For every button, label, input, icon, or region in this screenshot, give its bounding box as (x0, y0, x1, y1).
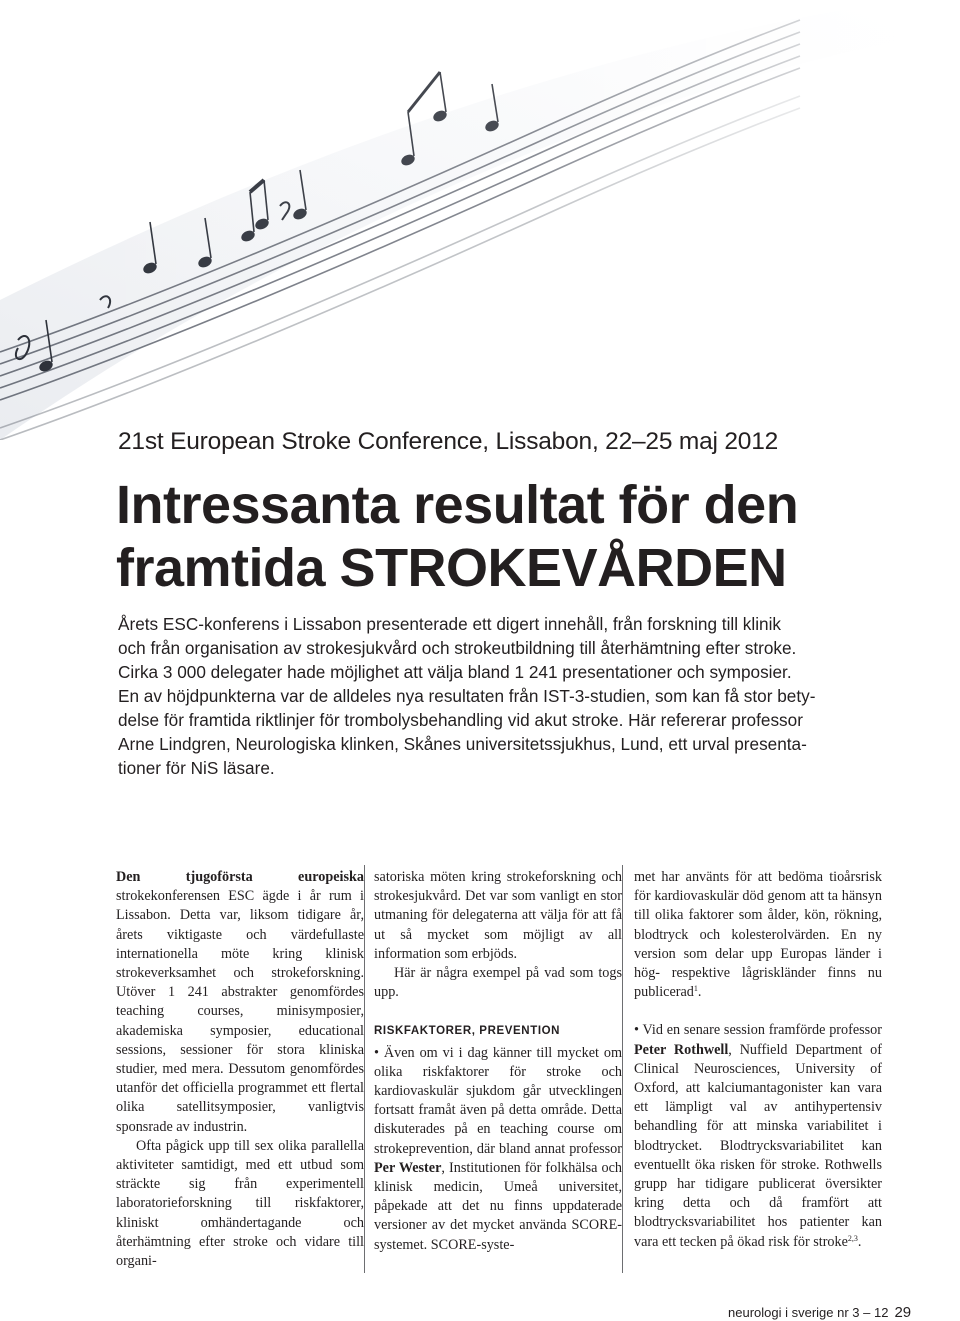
body-paragraph: satoriska möten kring strokeforskning och strokesjukvård. Det var som vanligt en stor utmaning för delegaterna att välja för att få ut så mycket som möjligt av all information som erbjöds. (374, 869, 622, 962)
lead-line: delse för framtida riktlinjer för trombolysbehandling vid akut stroke. Här refererar professor (118, 710, 803, 730)
body-text: , Institutionen för folkhälsa och klinisk medicin, Umeå universitet, påpekade att det nu finns uppdaterade versioner av det mycket använda SCORE-systemet. SCORE-syste- (374, 1159, 622, 1253)
column-divider (364, 865, 365, 1273)
body-column-2 (374, 868, 622, 1255)
body-text: , Nuffield Department of Clinical Neurosciences, University of Oxford, att kalciumantagonister kan vara ett lämpligt val av antihypertensiv behandling för att minska variabilitet i blodtrycket. Blodtrycksvariabilitet kan eventuellt öka risken för stroke. Rothwells grupp har tidigare publicerat översikter kring detta och då framfört att blodtrycksvariabilitet hos patienter kan vara ett tecken på ökad risk för stroke (634, 1041, 882, 1250)
reference-marker: 1 (693, 984, 698, 994)
body-paragraph (116, 868, 364, 1137)
reference-marker: 2,3 (847, 1233, 858, 1243)
lead-line: Årets ESC-konferens i Lissabon presenterade ett digert innehåll, från forskning till klinik (118, 614, 782, 634)
body-paragraph (634, 868, 882, 1002)
body-text: • Även om vi i dag känner till mycket om olika riskfaktorer för stroke och kardiovaskulär sjukdom går utvecklingen fortsatt framåt även på detta område. Detta diskuterades på en teaching course om strokeprevention, där bland annat professor (374, 1044, 622, 1157)
author-affiliation: , Neurologiska klinken, Skånes universitetssjukhus, Lund, ett urval presenta- (225, 734, 807, 754)
lead-line: tioner för NiS läsare. (118, 758, 275, 778)
body-text: met har använts för att bedöma tioårsrisk för kardiovaskulär död genom att ta hänsyn till olika faktorer som ålder, kön, rökning, blodtryck och kolesterolvärden. En ny version som delar upp Europas länder i hög- respektive lågriskländer finns nu publicerad (634, 869, 882, 1001)
kicker: 21st European Stroke Conference, Lissabon, 22–25 maj 2012 (118, 428, 779, 455)
body-paragraph (374, 1044, 622, 1255)
sheet-music-icon (0, 0, 960, 440)
section-heading: RISKFAKTORER, PREVENTION (374, 1025, 561, 1038)
body-paragraph (634, 1021, 882, 1251)
lead-line: En av höjdpunkterna var de alldeles nya resultaten från IST-3-studien, som kan få stor bety- (118, 686, 816, 706)
headline (116, 474, 916, 600)
journal-name: neurologi i sverige nr 3 – 12 (728, 1305, 889, 1320)
body-text: strokekonferensen ESC ägde i år rum i Lissabon. Detta var, liksom tidigare år, årets viktigaste och värdefullaste internationella möte kring klinisk strokeverksamhet och strokeforskning. Utöver 1 241 abstrakter genomfördes teaching courses, minisymposier, akademiska symposier, educational sessions, sessioner för stora kliniska studier, med mera. Dessutom genomfördes utanför det officiella programmet ett flertal olika satellitsymposier, vanligtvis sponsrade av industrin. (116, 888, 364, 1135)
body-paragraph: Här är några exempel på vad som togs upp. (374, 965, 622, 1001)
headline-line-1: Intressanta resultat för den (116, 475, 799, 535)
body-column-3 (634, 868, 882, 1252)
body-text: • Vid en senare session framförde professor (634, 1022, 882, 1039)
lead-paragraph (118, 612, 876, 780)
column-divider (622, 865, 623, 1273)
page-number: 29 (894, 1304, 912, 1321)
body-text: . (857, 1233, 862, 1250)
lead-line: och från organisation av strokesjukvård och strokeutbildning till återhämtning efter stroke. (118, 638, 797, 658)
lead-line (118, 732, 876, 756)
person-name: Per Wester (374, 1159, 442, 1176)
author-name: Arne Lindgren (118, 734, 226, 754)
body-text: . (697, 984, 702, 1001)
lead-line: Cirka 3 000 delegater hade möjlighet att välja bland 1 241 presentationer och symposier. (118, 662, 792, 682)
body-column-1 (116, 868, 364, 1271)
headline-line-2: framtida STROKEVÅRDEN (116, 538, 787, 598)
body-paragraph: Ofta pågick upp till sex olika parallella aktiviteter samtidigt, med ett utbud som sträckte sig från experimentell laboratorieforskning till riskfaktorer, kliniskt omhändertagande och återhämtning efter stroke och vidare till organi- (116, 1137, 364, 1270)
opening-words: Den tjugoförsta europeiska (116, 869, 364, 885)
person-name: Peter Rothwell (634, 1041, 729, 1058)
page-footer (728, 1304, 911, 1321)
